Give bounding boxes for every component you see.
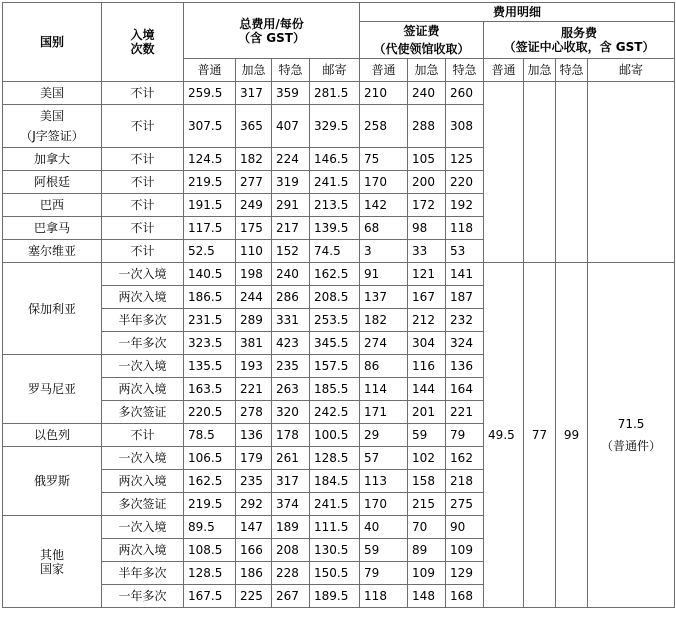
visa-urgent-cell: 201 [408, 401, 446, 424]
total-urgent-cell: 193 [236, 355, 272, 378]
total-mail-cell: 241.5 [310, 493, 360, 516]
total-express-cell: 359 [272, 82, 310, 105]
total-urgent-cell: 249 [236, 194, 272, 217]
visa-normal-cell: 29 [360, 424, 408, 447]
entries-cell: 一次入境 [102, 447, 184, 470]
visa-urgent-cell: 172 [408, 194, 446, 217]
total-urgent-cell: 289 [236, 309, 272, 332]
total-express-cell: 217 [272, 217, 310, 240]
entries-cell: 一年多次 [102, 585, 184, 608]
total-normal-cell: 259.5 [184, 82, 236, 105]
visa-normal-cell: 137 [360, 286, 408, 309]
total-express-cell: 320 [272, 401, 310, 424]
visa-urgent-cell: 109 [408, 562, 446, 585]
total-mail-cell: 253.5 [310, 309, 360, 332]
country-name: 其他 [39, 547, 64, 562]
visa-express-cell: 141 [446, 263, 484, 286]
total-normal-cell: 219.5 [184, 171, 236, 194]
service-mail-note: （普通件） [601, 439, 662, 453]
total-mail-cell: 100.5 [310, 424, 360, 447]
visa-express-cell: 136 [446, 355, 484, 378]
entries-cell: 不计 [102, 424, 184, 447]
total-normal-cell: 78.5 [184, 424, 236, 447]
country-cell [3, 447, 102, 516]
service-blank-cell [484, 148, 524, 171]
total-express-cell: 178 [272, 424, 310, 447]
total-normal-cell: 89.5 [184, 516, 236, 539]
total-urgent-cell: 186 [236, 562, 272, 585]
total-express-cell: 224 [272, 148, 310, 171]
service-blank-cell [524, 82, 556, 105]
service-blank-cell [524, 240, 556, 263]
country-cell [3, 194, 102, 217]
entries-cell: 一次入境 [102, 355, 184, 378]
table-row [3, 171, 675, 194]
visa-fee-header [360, 22, 484, 59]
visa-express-cell: 168 [446, 585, 484, 608]
service-express-cell: 99 [556, 263, 588, 608]
service-blank-cell [556, 217, 588, 240]
visa-normal-cell: 3 [360, 240, 408, 263]
visa-urgent-cell: 212 [408, 309, 446, 332]
country-name: 巴拿马 [33, 221, 70, 235]
total-mail-cell: 150.5 [310, 562, 360, 585]
country-cell [3, 516, 102, 608]
total-urgent-cell: 182 [236, 148, 272, 171]
total-normal-cell: 106.5 [184, 447, 236, 470]
visa-normal-cell: 274 [360, 332, 408, 355]
entries-cell: 不计 [102, 194, 184, 217]
total-urgent-cell: 235 [236, 470, 272, 493]
country-name-line2: （J字签证） [20, 129, 84, 143]
total-express-cell: 423 [272, 332, 310, 355]
total-express-cell: 267 [272, 585, 310, 608]
visa-fee-subtitle: （代使领馆收取） [373, 42, 470, 56]
visa-normal-cell: 142 [360, 194, 408, 217]
country-name: 美国 [39, 109, 64, 123]
country-cell [3, 105, 102, 148]
service-mail-value: 71.5 [617, 417, 645, 431]
total-express-cell: 407 [272, 105, 310, 148]
total-mail-cell: 128.5 [310, 447, 360, 470]
total-normal-cell: 323.5 [184, 332, 236, 355]
service-normal-cell: 49.5 [484, 263, 524, 608]
service-blank-cell [556, 240, 588, 263]
country-cell [3, 263, 102, 355]
visa-normal-cell: 170 [360, 171, 408, 194]
entries-cell: 两次入境 [102, 470, 184, 493]
total-normal-cell: 108.5 [184, 539, 236, 562]
visa-express-cell: 187 [446, 286, 484, 309]
entries-cell: 两次入境 [102, 286, 184, 309]
total-normal-cell: 220.5 [184, 401, 236, 424]
visa-normal-header: 普通 [360, 59, 408, 82]
visa-express-cell: 125 [446, 148, 484, 171]
total-urgent-cell: 110 [236, 240, 272, 263]
total-urgent-cell: 317 [236, 82, 272, 105]
total-express-cell: 263 [272, 378, 310, 401]
total-urgent-cell: 166 [236, 539, 272, 562]
total-mail-cell: 130.5 [310, 539, 360, 562]
total-urgent-cell: 147 [236, 516, 272, 539]
total-normal-cell: 124.5 [184, 148, 236, 171]
visa-express-cell: 308 [446, 105, 484, 148]
visa-urgent-cell: 116 [408, 355, 446, 378]
total-mail-cell: 139.5 [310, 217, 360, 240]
total-mail-cell: 74.5 [310, 240, 360, 263]
total-normal-cell: 117.5 [184, 217, 236, 240]
table-row [3, 217, 675, 240]
visa-urgent-cell: 144 [408, 378, 446, 401]
country-name-line2: 国家 [39, 561, 64, 576]
visa-urgent-cell: 288 [408, 105, 446, 148]
total-mail-cell: 329.5 [310, 105, 360, 148]
visa-express-cell: 162 [446, 447, 484, 470]
entries-cell: 一次入境 [102, 263, 184, 286]
service-blank-cell [588, 217, 675, 240]
service-blank-cell [484, 217, 524, 240]
country-name: 加拿大 [33, 152, 70, 166]
country-name: 俄罗斯 [33, 474, 70, 488]
country-cell [3, 240, 102, 263]
total-normal-cell: 52.5 [184, 240, 236, 263]
total-express-cell: 331 [272, 309, 310, 332]
total-express-cell: 228 [272, 562, 310, 585]
total-normal-cell: 162.5 [184, 470, 236, 493]
total-urgent-cell: 198 [236, 263, 272, 286]
total-urgent-cell: 225 [236, 585, 272, 608]
service-blank-cell [588, 105, 675, 148]
visa-express-cell: 53 [446, 240, 484, 263]
service-blank-cell [588, 194, 675, 217]
table-row [3, 105, 675, 148]
total-mail-cell: 162.5 [310, 263, 360, 286]
total-express-cell: 291 [272, 194, 310, 217]
visa-normal-cell: 258 [360, 105, 408, 148]
total-mail-cell: 345.5 [310, 332, 360, 355]
total-mail-cell: 189.5 [310, 585, 360, 608]
visa-normal-cell: 171 [360, 401, 408, 424]
visa-normal-cell: 113 [360, 470, 408, 493]
total-normal-cell: 140.5 [184, 263, 236, 286]
total-urgent-cell: 292 [236, 493, 272, 516]
visa-normal-cell: 75 [360, 148, 408, 171]
service-normal-header: 普通 [484, 59, 524, 82]
visa-urgent-cell: 148 [408, 585, 446, 608]
total-mail-cell: 146.5 [310, 148, 360, 171]
service-urgent-cell: 77 [524, 263, 556, 608]
total-express-header: 特急 [272, 59, 310, 82]
total-urgent-cell: 244 [236, 286, 272, 309]
service-blank-cell [556, 148, 588, 171]
country-name: 美国 [39, 86, 64, 100]
visa-urgent-cell: 215 [408, 493, 446, 516]
country-cell [3, 217, 102, 240]
visa-express-cell: 109 [446, 539, 484, 562]
entries-cell: 不计 [102, 171, 184, 194]
service-blank-cell [556, 105, 588, 148]
entries-header-line2: 次数 [130, 42, 155, 56]
service-blank-cell [524, 194, 556, 217]
service-fee-title: 服务费 [561, 26, 598, 40]
total-express-cell: 317 [272, 470, 310, 493]
total-express-cell: 235 [272, 355, 310, 378]
entries-cell: 一年多次 [102, 332, 184, 355]
service-blank-cell [556, 171, 588, 194]
entries-cell: 两次入境 [102, 378, 184, 401]
service-blank-cell [588, 240, 675, 263]
total-normal-cell: 167.5 [184, 585, 236, 608]
service-blank-cell [588, 148, 675, 171]
total-normal-cell: 307.5 [184, 105, 236, 148]
entries-header [102, 3, 184, 82]
total-express-cell: 152 [272, 240, 310, 263]
country-name: 塞尔维亚 [27, 244, 76, 258]
visa-normal-cell: 79 [360, 562, 408, 585]
visa-express-cell: 129 [446, 562, 484, 585]
visa-express-cell: 275 [446, 493, 484, 516]
total-fee-subtitle: （含 GST） [238, 30, 305, 45]
visa-normal-cell: 57 [360, 447, 408, 470]
total-normal-header: 普通 [184, 59, 236, 82]
entries-header-line1: 入境 [130, 28, 155, 42]
country-cell [3, 148, 102, 171]
total-normal-cell: 163.5 [184, 378, 236, 401]
total-express-cell: 208 [272, 539, 310, 562]
visa-express-cell: 79 [446, 424, 484, 447]
visa-normal-cell: 59 [360, 539, 408, 562]
visa-urgent-cell: 59 [408, 424, 446, 447]
total-urgent-cell: 278 [236, 401, 272, 424]
service-fee-subtitle: （签证中心收取，含 GST） [503, 40, 655, 54]
total-fee-header [184, 3, 360, 59]
total-express-cell: 240 [272, 263, 310, 286]
total-urgent-cell: 136 [236, 424, 272, 447]
service-blank-cell [588, 171, 675, 194]
total-express-cell: 261 [272, 447, 310, 470]
entries-cell: 不计 [102, 217, 184, 240]
service-blank-cell [484, 105, 524, 148]
visa-urgent-cell: 70 [408, 516, 446, 539]
country-name: 阿根廷 [33, 175, 70, 189]
total-mail-cell: 157.5 [310, 355, 360, 378]
visa-normal-cell: 118 [360, 585, 408, 608]
service-urgent-header: 加急 [524, 59, 556, 82]
total-normal-cell: 231.5 [184, 309, 236, 332]
visa-express-cell: 324 [446, 332, 484, 355]
service-blank-cell [524, 171, 556, 194]
total-urgent-cell: 277 [236, 171, 272, 194]
visa-urgent-cell: 304 [408, 332, 446, 355]
visa-express-cell: 118 [446, 217, 484, 240]
service-blank-cell [484, 82, 524, 105]
total-normal-cell: 219.5 [184, 493, 236, 516]
table-row [3, 82, 675, 105]
visa-urgent-cell: 158 [408, 470, 446, 493]
service-blank-cell [556, 82, 588, 105]
visa-express-header: 特急 [446, 59, 484, 82]
visa-fee-table [2, 2, 675, 608]
total-express-cell: 374 [272, 493, 310, 516]
total-mail-cell: 184.5 [310, 470, 360, 493]
total-urgent-cell: 221 [236, 378, 272, 401]
service-mail-cell [588, 263, 675, 608]
visa-express-cell: 218 [446, 470, 484, 493]
entries-cell: 两次入境 [102, 539, 184, 562]
total-mail-header: 邮寄 [310, 59, 360, 82]
visa-express-cell: 260 [446, 82, 484, 105]
service-fee-header [484, 22, 675, 59]
service-blank-cell [524, 148, 556, 171]
table-row [3, 148, 675, 171]
country-cell [3, 424, 102, 447]
visa-express-cell: 192 [446, 194, 484, 217]
total-express-cell: 319 [272, 171, 310, 194]
service-mail-header: 邮寄 [588, 59, 675, 82]
visa-urgent-cell: 200 [408, 171, 446, 194]
country-header: 国别 [3, 3, 102, 82]
visa-urgent-cell: 121 [408, 263, 446, 286]
visa-express-cell: 164 [446, 378, 484, 401]
country-name: 罗马尼亚 [27, 382, 76, 396]
total-mail-cell: 213.5 [310, 194, 360, 217]
visa-urgent-cell: 33 [408, 240, 446, 263]
visa-urgent-cell: 167 [408, 286, 446, 309]
visa-normal-cell: 114 [360, 378, 408, 401]
country-cell [3, 82, 102, 105]
total-normal-cell: 128.5 [184, 562, 236, 585]
service-blank-cell [484, 194, 524, 217]
total-mail-cell: 185.5 [310, 378, 360, 401]
entries-cell: 多次签证 [102, 493, 184, 516]
visa-urgent-cell: 240 [408, 82, 446, 105]
visa-normal-cell: 91 [360, 263, 408, 286]
visa-urgent-cell: 89 [408, 539, 446, 562]
service-blank-cell [484, 240, 524, 263]
entries-cell: 不计 [102, 240, 184, 263]
service-express-header: 特急 [556, 59, 588, 82]
visa-normal-cell: 68 [360, 217, 408, 240]
total-mail-cell: 242.5 [310, 401, 360, 424]
visa-normal-cell: 170 [360, 493, 408, 516]
entries-cell: 一次入境 [102, 516, 184, 539]
visa-express-cell: 221 [446, 401, 484, 424]
total-mail-cell: 111.5 [310, 516, 360, 539]
table-row [3, 263, 675, 286]
total-fee-title: 总费用/每份 [239, 16, 304, 31]
visa-express-cell: 220 [446, 171, 484, 194]
total-normal-cell: 135.5 [184, 355, 236, 378]
total-express-cell: 286 [272, 286, 310, 309]
total-urgent-cell: 175 [236, 217, 272, 240]
country-cell [3, 355, 102, 424]
entries-cell: 半年多次 [102, 562, 184, 585]
entries-cell: 不计 [102, 105, 184, 148]
entries-cell: 不计 [102, 82, 184, 105]
visa-normal-cell: 40 [360, 516, 408, 539]
visa-express-cell: 90 [446, 516, 484, 539]
country-name: 保加利亚 [27, 301, 76, 316]
visa-urgent-header: 加急 [408, 59, 446, 82]
entries-cell: 不计 [102, 148, 184, 171]
entries-cell: 半年多次 [102, 309, 184, 332]
total-mail-cell: 241.5 [310, 171, 360, 194]
visa-urgent-cell: 102 [408, 447, 446, 470]
total-normal-cell: 191.5 [184, 194, 236, 217]
entries-cell: 多次签证 [102, 401, 184, 424]
visa-normal-cell: 210 [360, 82, 408, 105]
total-urgent-cell: 365 [236, 105, 272, 148]
total-mail-cell: 281.5 [310, 82, 360, 105]
service-blank-cell [588, 82, 675, 105]
visa-urgent-cell: 98 [408, 217, 446, 240]
visa-fee-title: 签证费 [403, 24, 440, 38]
country-name: 巴西 [39, 198, 64, 212]
total-express-cell: 189 [272, 516, 310, 539]
total-mail-cell: 208.5 [310, 286, 360, 309]
country-cell [3, 171, 102, 194]
table-row [3, 194, 675, 217]
fee-detail-header: 费用明细 [360, 3, 675, 22]
country-name: 以色列 [33, 428, 70, 442]
visa-express-cell: 232 [446, 309, 484, 332]
total-normal-cell: 186.5 [184, 286, 236, 309]
visa-urgent-cell: 105 [408, 148, 446, 171]
service-blank-cell [524, 105, 556, 148]
service-blank-cell [556, 194, 588, 217]
visa-normal-cell: 182 [360, 309, 408, 332]
visa-normal-cell: 86 [360, 355, 408, 378]
total-urgent-cell: 179 [236, 447, 272, 470]
service-blank-cell [524, 217, 556, 240]
total-urgent-header: 加急 [236, 59, 272, 82]
total-urgent-cell: 381 [236, 332, 272, 355]
table-row [3, 240, 675, 263]
service-blank-cell [484, 171, 524, 194]
